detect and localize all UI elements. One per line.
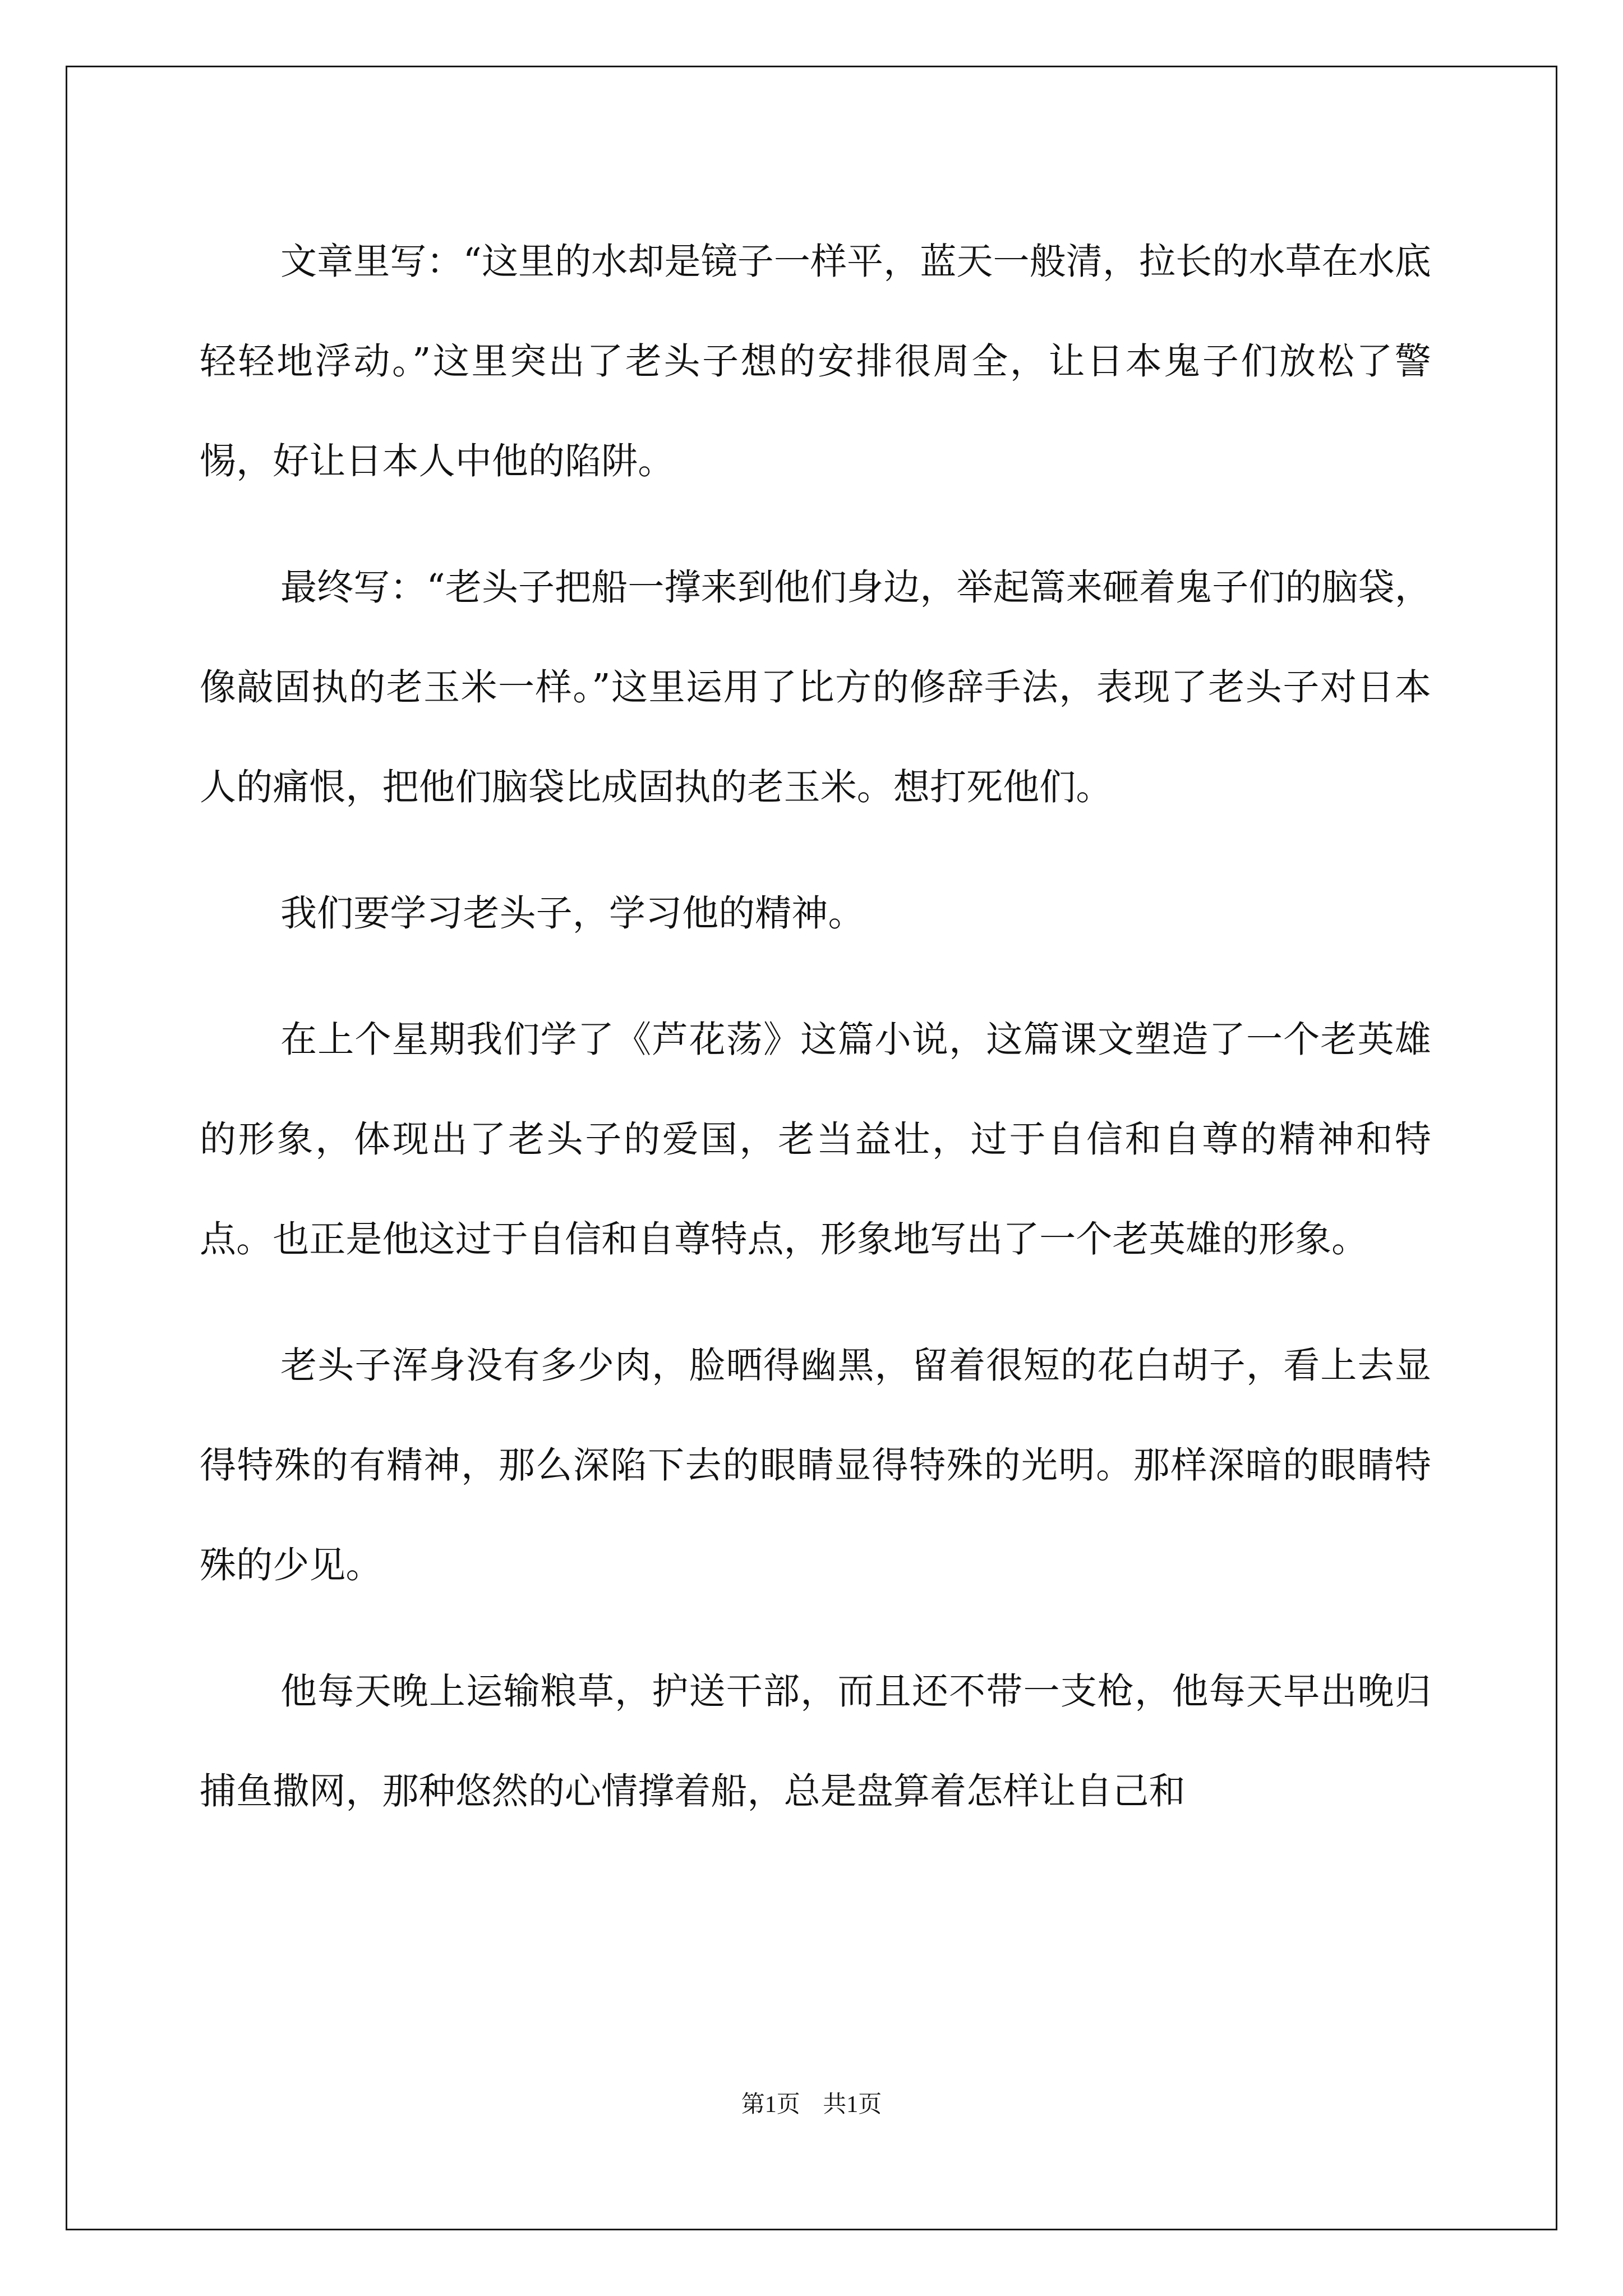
paragraph: 最终写：“老头子把船一撑来到他们身边，举起篙来砸着鬼子们的脑袋，像敲固执的老玉米一样。”这里运用了比方的修辞手法，表现了老头子对日本人的痛恨，把他们脑袋比成固执的老玉米。想打死他们。 [200,567,1431,808]
paragraph: 他每天晚上运输粮草，护送干部，而且还不带一支枪，他每天早出晚归捕鱼撒网，那种悠然的心情撑着船，总是盘算着怎样让自己和 [200,1671,1431,1812]
page-number-footer: 第1页 共1页 [741,2092,882,2118]
paragraph: 我们要学习老头子，学习他的精神。 [280,892,865,935]
document-body [200,212,1431,1868]
paragraph: 老头子浑身没有多少肉，脸晒得幽黑，留着很短的花白胡子，看上去显得特殊的有精神，那么深陷下去的眼睛显得特殊的光明。那样深暗的眼睛特殊的少见。 [200,1345,1431,1586]
paragraph: 在上个星期我们学了《芦花荡》这篇小说，这篇课文塑造了一个老英雄的形象，体现出了老头子的爱国，老当益壮，过于自信和自尊的精神和特点。也正是他这过于自信和自尊特点，形象地写出了一个老英雄的形象。 [200,1019,1431,1260]
paragraph: 文章里写：“这里的水却是镜子一样平，蓝天一般清，拉长的水草在水底轻轻地浮动。”这里突出了老头子想的安排很周全，让日本鬼子们放松了警惕，好让日本人中他的陷阱。 [200,241,1431,482]
